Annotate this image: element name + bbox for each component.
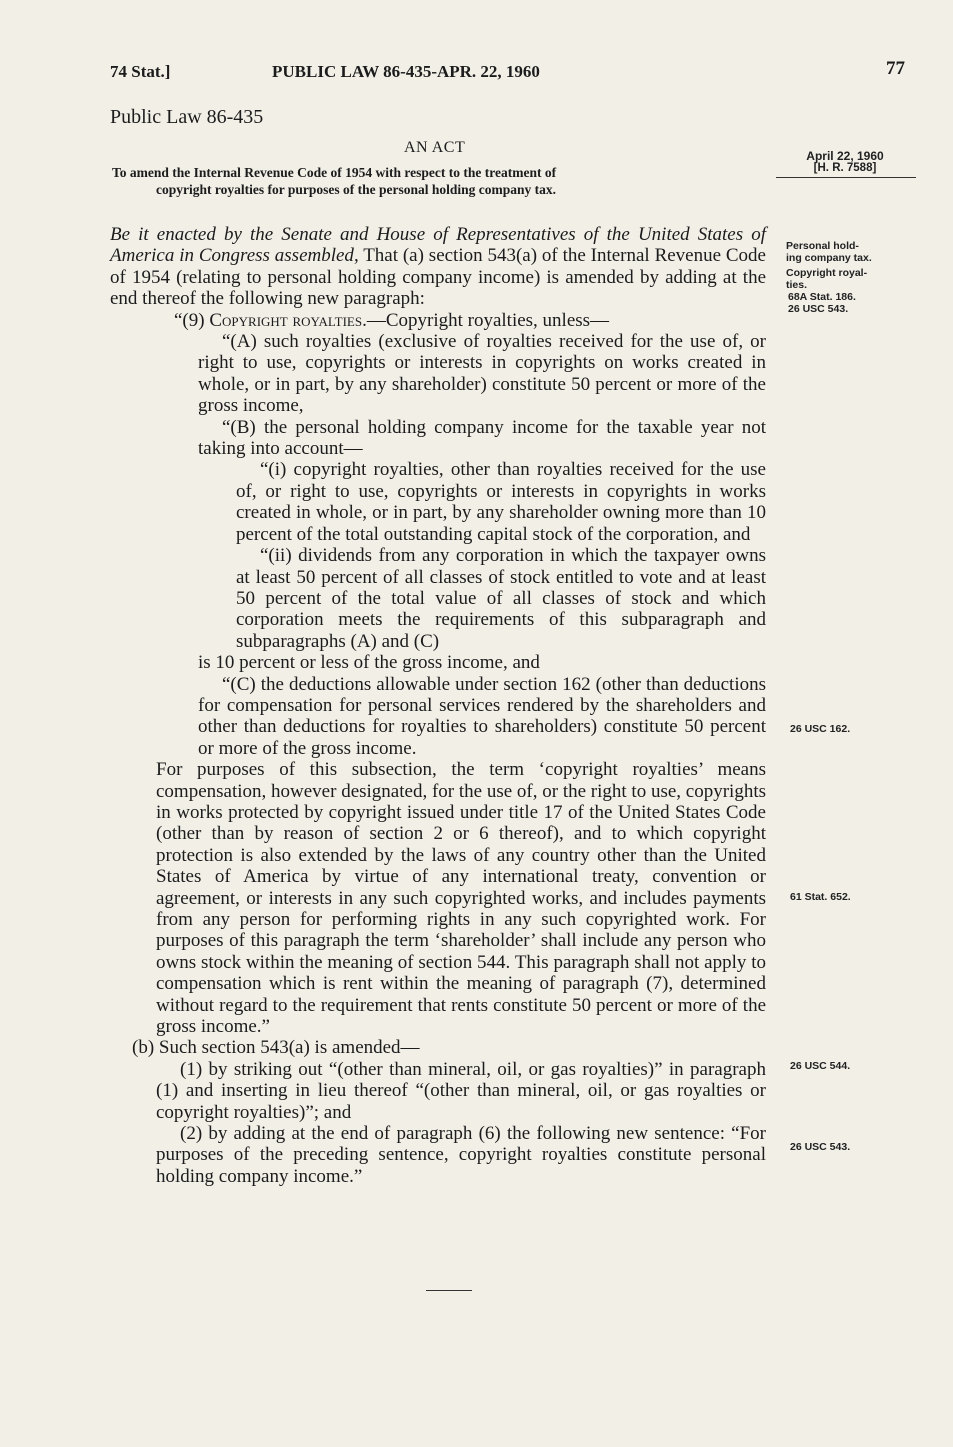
definition-paragraph: For purposes of this subsection, the term ‘copyright royalties’ means compensation, however designated, for the use of, or the right to use, copyrights in works protected by copyright issued under title 17 of the United States Code (other than by reason of section 2 or 6 thereof), and to which copyright protection is also extended by the laws of any country other than the United States of America by virtue of any international treaty, convention or agreement, or interests in any such copyrighted works, and includes payments from any person for performing rights in any such copyrighted work. For purposes of this paragraph the term ‘shareholder’ shall include any person who owns stock within the meaning of section 544. This paragraph shall not apply to compensation which is rent within the meaning of paragraph (7), determined without regard to the requirement that rents constitute 50 percent or more of the gross income.” (156, 759, 766, 1038)
enacting-clause: Be it enacted by the Senate and House of Representatives of the United States of America in Congress assembled, That (a) section 543(a) of the Internal Revenue Code of 1954 (relating to personal holding company income) is amended by adding at the end thereof the following new paragraph: (110, 224, 766, 310)
act-description: To amend the Internal Revenue Code of 1954 with respect to the treatment of copyright royalties for purposes of the personal holding company tax. (112, 165, 557, 197)
clause-b: “(B) the personal holding company income for the taxable year not taking into account— (198, 416, 766, 460)
subsection-b: (b) Such section 543(a) is amended— (132, 1037, 420, 1059)
header-stat-ref: 74 Stat.] (110, 62, 171, 81)
margin-citations-1: 68A Stat. 186. 26 USC 543. (788, 291, 856, 315)
margin-citation-162: 26 USC 162. (790, 723, 851, 735)
margin-rule (776, 177, 916, 178)
margin-citation-544: 26 USC 544. (790, 1060, 851, 1072)
subsection-b-1: (1) by striking out “(other than mineral, oil, or gas royalties)” in paragraph (1) and inserting in lieu thereof “(other than mineral, oil, or gas royalties or copyright royalties)”; and (156, 1058, 766, 1123)
clause-b-i: “(i) copyright royalties, other than royalties received for the use of, or right to use, copyrights or interests in copyrights in works created in whole, or in part, by any shareholder owning more than 10 percent of the total outstanding capital stock of the corporation, and (236, 459, 766, 545)
law-body (110, 224, 766, 1187)
act-heading: AN ACT (404, 139, 466, 156)
clause-a: “(A) such royalties (exclusive of royalties received for the use of, or right to use, copyrights or interests in copyrights on works created in whole, or in part, by any shareholder) constitute 50 percent or more of the gross income, (198, 331, 766, 417)
closing-rule (426, 1290, 472, 1291)
clause-c: “(C) the deductions allowable under section 162 (other than deductions for compensation for personal services rendered by the shareholders and other than deductions for royalties to shareholders) constitute 50 percent or more of the gross income. (198, 673, 766, 759)
header-title: PUBLIC LAW 86-435-APR. 22, 1960 (272, 62, 540, 81)
margin-date-block: April 22, 1960 [H. R. 7588] (806, 149, 884, 174)
paragraph-9: “(9) Copyright royalties.—Copyright royalties, unless— (174, 309, 610, 331)
subsection-b-2: (2) by adding at the end of paragraph (6) the following new sentence: “For purposes of the preceding sentence, copyright royalties constitute personal holding company income.” (156, 1123, 766, 1187)
clause-b-tail: is 10 percent or less of the gross income, and (198, 652, 540, 674)
margin-topic: Personal hold- ing company tax. Copyright royal- ties. (786, 240, 872, 291)
margin-citation-543: 26 USC 543. (790, 1141, 851, 1153)
margin-citation-61stat: 61 Stat. 652. (790, 891, 851, 903)
page-number: 77 (886, 58, 905, 79)
law-title: Public Law 86-435 (110, 106, 264, 128)
clause-b-ii: “(ii) dividends from any corporation in which the taxpayer owns at least 50 percent of all classes of stock entitled to vote and at least 50 percent of the total value of all classes of stock and which corporation meets the requirements of this subparagraph and subparagraphs (A) and (C) (236, 545, 766, 652)
